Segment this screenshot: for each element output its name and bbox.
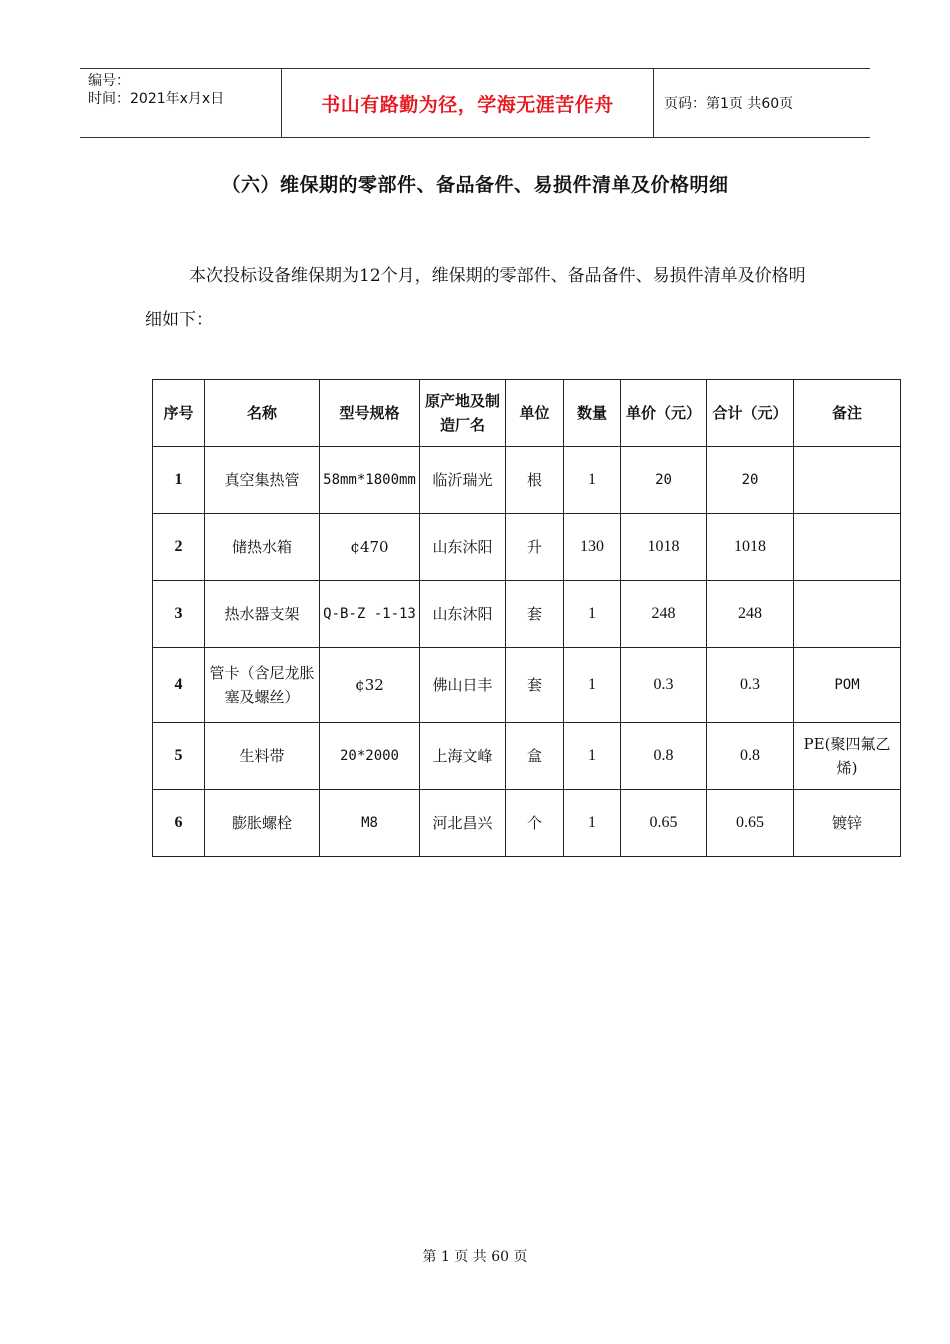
table-cell: PE(聚四氟乙烯) <box>794 723 901 790</box>
table-cell: M8 <box>320 790 420 857</box>
table-cell <box>794 447 901 514</box>
table-cell: 2 <box>153 514 205 581</box>
table-cell <box>794 581 901 648</box>
table-cell: 3 <box>153 581 205 648</box>
page-header <box>80 68 870 138</box>
header-motto: 书山有路勤为径，学海无涯苦作舟 <box>282 69 654 137</box>
parts-price-table <box>152 379 901 857</box>
table-cell: 0.3 <box>621 648 707 723</box>
table-cell: 1 <box>564 447 621 514</box>
col-header: 数量 <box>564 380 621 447</box>
table-cell: 248 <box>621 581 707 648</box>
table-cell: 热水器支架 <box>205 581 320 648</box>
table-cell: 5 <box>153 723 205 790</box>
table-cell: 0.65 <box>621 790 707 857</box>
table-cell: 管卡（含尼龙胀塞及螺丝） <box>205 648 320 723</box>
table-cell: 1 <box>564 648 621 723</box>
col-header: 序号 <box>153 380 205 447</box>
serial-number: 编号： <box>88 73 130 89</box>
table-cell: 个 <box>506 790 564 857</box>
table-cell: 临沂瑞光 <box>420 447 506 514</box>
table-cell: ¢470 <box>320 514 420 581</box>
table-cell: 58mm*1800mm <box>320 447 420 514</box>
table-row <box>153 514 901 581</box>
table-cell: 0.8 <box>707 723 794 790</box>
table-cell: 山东沐阳 <box>420 581 506 648</box>
table-cell: POM <box>794 648 901 723</box>
table-cell: 1 <box>564 581 621 648</box>
table-cell: 真空集热管 <box>205 447 320 514</box>
section-title: （六）维保期的零部件、备品备件、易损件清单及价格明细 <box>221 174 729 196</box>
col-header: 单位 <box>506 380 564 447</box>
table-cell: 6 <box>153 790 205 857</box>
table-cell: 20 <box>621 447 707 514</box>
table-cell: 上海文峰 <box>420 723 506 790</box>
table-cell: 山东沐阳 <box>420 514 506 581</box>
header-page-info: 页码：第1页 共60页 <box>664 96 794 112</box>
table-cell: 4 <box>153 648 205 723</box>
table-cell: 套 <box>506 648 564 723</box>
table-cell: 20 <box>707 447 794 514</box>
table-cell: 0.8 <box>621 723 707 790</box>
col-header: 型号规格 <box>320 380 420 447</box>
table-cell: ¢32 <box>320 648 420 723</box>
date-line: 时间：2021年x月x日 <box>88 91 225 107</box>
table-cell: 河北昌兴 <box>420 790 506 857</box>
table-cell: 20*2000 <box>320 723 420 790</box>
table-cell: 0.3 <box>707 648 794 723</box>
col-header: 名称 <box>205 380 320 447</box>
table-cell: 1 <box>153 447 205 514</box>
header-meta <box>80 69 282 137</box>
table-cell: 膨胀螺栓 <box>205 790 320 857</box>
table-cell: 130 <box>564 514 621 581</box>
table-cell: 248 <box>707 581 794 648</box>
table-cell: 套 <box>506 581 564 648</box>
table-row <box>153 581 901 648</box>
table-row <box>153 723 901 790</box>
table-cell: 1018 <box>621 514 707 581</box>
table-cell: 储热水箱 <box>205 514 320 581</box>
table-row <box>153 648 901 723</box>
table-cell: 盒 <box>506 723 564 790</box>
table-cell: 1 <box>564 723 621 790</box>
table-cell: 根 <box>506 447 564 514</box>
table-cell: 镀锌 <box>794 790 901 857</box>
page-footer: 第 1 页 共 60 页 <box>422 1249 528 1265</box>
table-header-row <box>153 380 901 447</box>
col-header: 原产地及制造厂名 <box>420 380 506 447</box>
table-row <box>153 790 901 857</box>
table-cell: 佛山日丰 <box>420 648 506 723</box>
table-cell: 1018 <box>707 514 794 581</box>
table-cell: 升 <box>506 514 564 581</box>
table-cell: 1 <box>564 790 621 857</box>
table-cell: 0.65 <box>707 790 794 857</box>
table-cell <box>794 514 901 581</box>
intro-paragraph: 本次投标设备维保期为12个月，维保期的零部件、备品备件、易损件清单及价格明细如下： <box>145 266 806 330</box>
table-cell: Q-B-Z -1-13 <box>320 581 420 648</box>
table-row <box>153 447 901 514</box>
col-header: 合计（元） <box>707 380 794 447</box>
col-header: 备注 <box>794 380 901 447</box>
table-cell: 生料带 <box>205 723 320 790</box>
col-header: 单价（元） <box>621 380 707 447</box>
